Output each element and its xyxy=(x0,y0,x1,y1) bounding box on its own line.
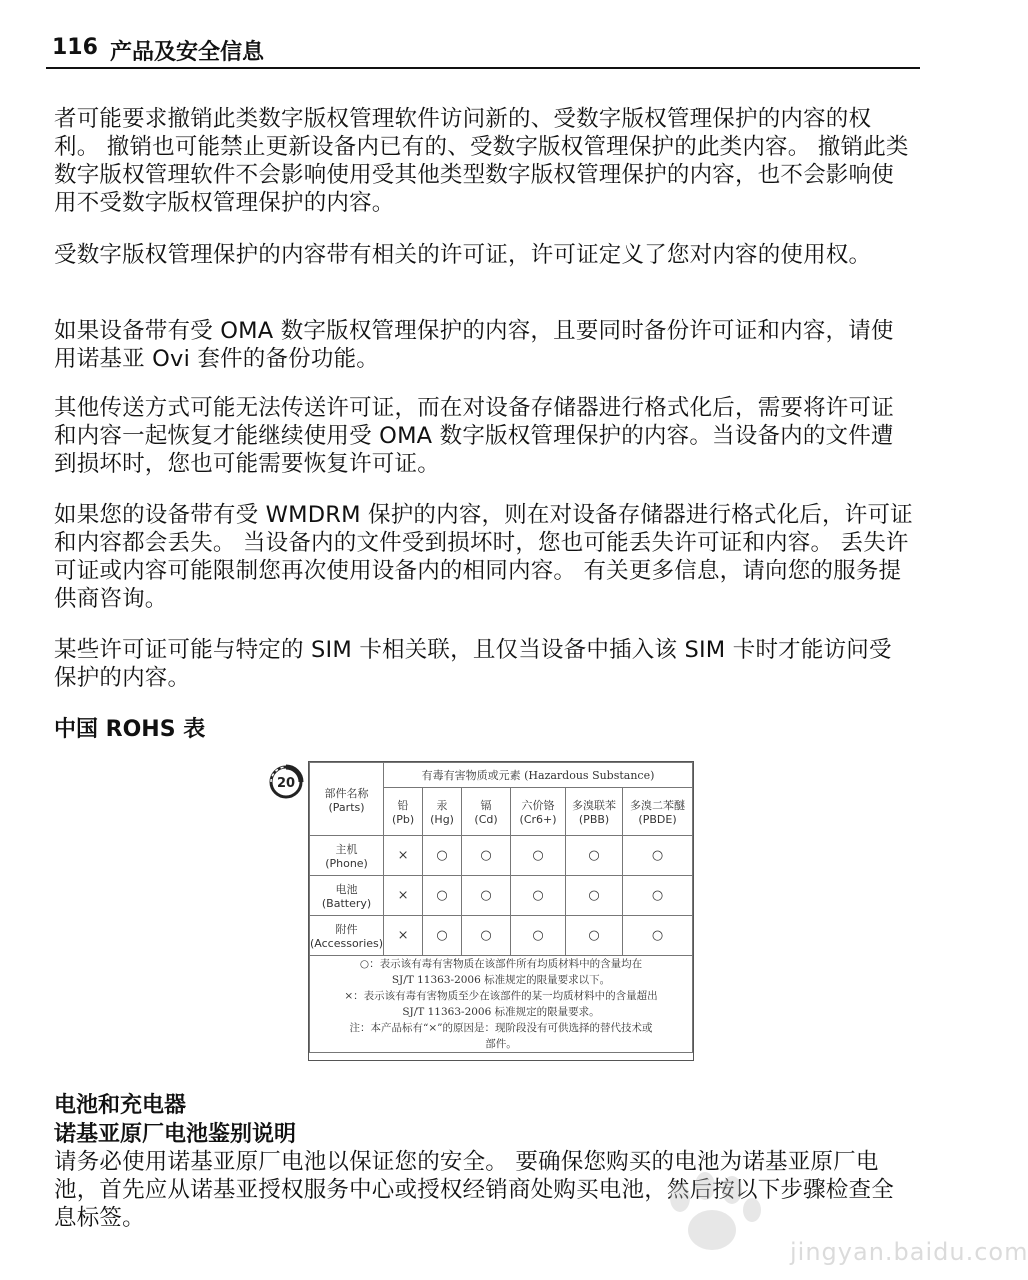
table-cell: ○ xyxy=(623,836,693,876)
paragraph-transfer-license: 其他传送方式可能无法传送许可证，而在对设备存储器进行格式化后，需要将许可证和内容一起恢复才能继续使用受 OMA 数字版权管理保护的内容。当设备内的文件遭到损坏时，您也可能需要恢复许可证。 xyxy=(54,395,894,477)
note-line: 注：本产品标有“×”的原因是：现阶段没有可供选择的替代技术或 xyxy=(349,1022,653,1034)
row-header xyxy=(310,836,384,876)
table-cell: × xyxy=(384,876,423,916)
table-notes xyxy=(310,956,693,1053)
table-cell: ○ xyxy=(423,836,462,876)
note-line: ×：表示该有毒有害物质至少在该部件的某一均质材料中的含量超出 xyxy=(344,990,658,1002)
paragraph-drm-license: 受数字版权管理保护的内容带有相关的许可证，许可证定义了您对内容的使用权。 xyxy=(54,242,872,268)
paragraph-wmdrm: 如果您的设备带有受 WMDRM 保护的内容，则在对设备存储器进行格式化后，许可证和内容都会丢失。 当设备内的文件受到损坏时，您也可能丢失许可证和内容。 丢失许可证或内容可能限制您再次使用设备内的相同内容。 有关更多信息，请向您的服务提供商咨询。 xyxy=(54,502,913,612)
substance-header-text: 有毒有害物质或元素 (Hazardous Substance) xyxy=(421,769,655,782)
column-header xyxy=(384,788,423,836)
environment-protection-period-icon xyxy=(268,764,304,800)
column-header xyxy=(423,788,462,836)
table-cell: ○ xyxy=(623,916,693,956)
table-cell: ○ xyxy=(566,916,623,956)
paragraph-sim-license: 某些许可证可能与特定的 SIM 卡相关联，且仅当设备中插入该 SIM 卡时才能访问受保护的内容。 xyxy=(54,637,892,691)
note-line: SJ/T 11363-2006 标准规定的限量要求以下。 xyxy=(391,974,611,986)
row-header-en: (Battery) xyxy=(321,897,372,910)
table-cell: ○ xyxy=(423,916,462,956)
page-number: 116 xyxy=(52,35,98,60)
row-header xyxy=(310,876,384,916)
column-header-cn: 镉 xyxy=(480,799,492,812)
table-cell: ○ xyxy=(511,876,566,916)
row-header-en: (Phone) xyxy=(325,857,368,870)
page-section-title: 产品及安全信息 xyxy=(110,40,265,65)
paragraph-drm-revocation: 者可能要求撤销此类数字版权管理软件访问新的、受数字版权管理保护的内容的权利。 撤销也可能禁止更新设备内已有的、受数字版权管理保护的此类内容。 撤销此类数字版权管理软件不会影响使用受其他类型数字版权管理保护的内容，也不会影响使用不受数字版权管理保护的内容。 xyxy=(54,106,909,216)
rohs-table xyxy=(308,761,694,1061)
parts-header: 部件名称 xyxy=(324,786,369,800)
table-row xyxy=(310,836,693,876)
table-cell: ○ xyxy=(462,836,511,876)
parts-header-en: (Parts) xyxy=(328,800,365,814)
page-header xyxy=(46,33,920,69)
parts-header-cell xyxy=(310,763,384,836)
column-header xyxy=(566,788,623,836)
column-header xyxy=(462,788,511,836)
table-cell: ○ xyxy=(462,876,511,916)
column-header-cn: 铅 xyxy=(397,799,409,812)
column-header-en: (Hg) xyxy=(430,813,454,826)
note-line: ○：表示该有毒有害物质在该部件所有均质材料中的含量均在 xyxy=(359,958,643,970)
column-header-en: (Pb) xyxy=(391,813,415,826)
table-cell: ○ xyxy=(511,836,566,876)
rohs-heading: 中国 ROHS 表 xyxy=(54,717,206,742)
column-header xyxy=(511,788,566,836)
column-header-cn: 多溴联苯 xyxy=(572,799,617,812)
column-header-cn: 多溴二苯醚 xyxy=(630,799,686,812)
column-header-en: (Cr6+) xyxy=(519,813,557,826)
column-header-en: (Cd) xyxy=(474,813,498,826)
table-cell: ○ xyxy=(511,916,566,956)
watermark-text: jingyan.baidu.com xyxy=(790,1238,1028,1266)
paragraph-battery: 请务必使用诺基亚原厂电池以保证您的安全。 要确保您购买的电池为诺基亚原厂电池，首先应从诺基亚授权服务中心或授权经销商处购买电池，然后按以下步骤检查全息标签。 xyxy=(54,1149,894,1231)
table-cell: × xyxy=(384,916,423,956)
paw-logo-icon xyxy=(640,1168,790,1258)
column-header-cn: 六价铬 xyxy=(521,799,555,812)
table-cell: ○ xyxy=(566,876,623,916)
row-header-cn: 电池 xyxy=(335,883,358,896)
table-cell: ○ xyxy=(462,916,511,956)
row-header xyxy=(310,916,384,956)
column-header-cn: 汞 xyxy=(436,799,448,812)
note-line: SJ/T 11363-2006 标准规定的限量要求。 xyxy=(402,1006,600,1018)
table-row xyxy=(310,916,693,956)
table-cell: ○ xyxy=(423,876,462,916)
substance-header xyxy=(384,763,693,788)
column-header xyxy=(623,788,693,836)
battery-heading: 电池和充电器 xyxy=(54,1093,187,1118)
table-cell: ○ xyxy=(566,836,623,876)
row-header-en: (Accessories) xyxy=(310,937,384,950)
badge-number: 20 xyxy=(276,776,296,791)
baidu-watermark xyxy=(640,1168,1028,1268)
row-header-cn: 主机 xyxy=(335,843,358,856)
notes-row xyxy=(310,956,693,1053)
battery-subheading: 诺基亚原厂电池鉴别说明 xyxy=(54,1122,297,1147)
column-header-en: (PBDE) xyxy=(638,813,677,826)
note-line: 部件。 xyxy=(485,1038,517,1050)
column-header-en: (PBB) xyxy=(578,813,610,826)
table-cell: ○ xyxy=(623,876,693,916)
table-row xyxy=(310,876,693,916)
row-header-cn: 附件 xyxy=(335,923,358,936)
paragraph-oma-backup: 如果设备带有受 OMA 数字版权管理保护的内容，且要同时备份许可证和内容，请使用诺基亚 Ovi 套件的备份功能。 xyxy=(54,318,894,372)
table-cell: × xyxy=(384,836,423,876)
